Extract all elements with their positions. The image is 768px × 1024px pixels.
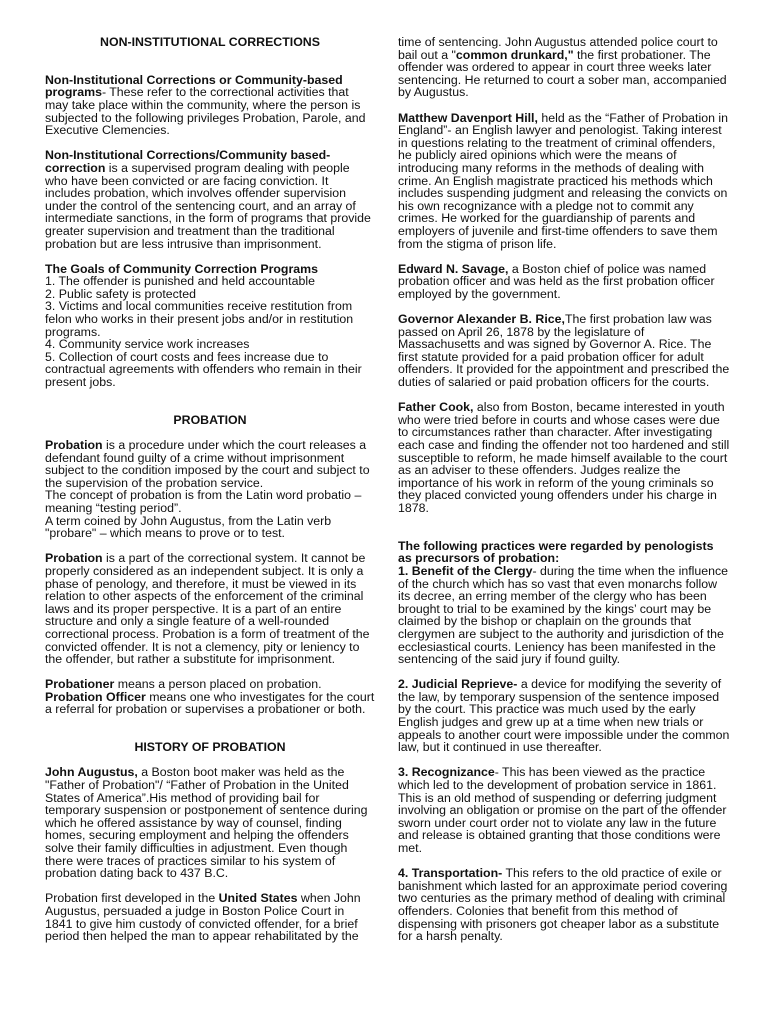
goal-item-2: 2. Public safety is protected [45, 286, 196, 301]
text-continuation-a: time of sentencing. John Augustus attended police court to bail out a " [398, 35, 718, 62]
paragraph-john-augustus [45, 766, 375, 879]
goals-title: The Goals of Community Correction Programs [45, 261, 318, 276]
paragraph-probatio-origin: The concept of probation is from the Latin word probatio – meaning “testing period”. [45, 488, 362, 515]
paragraph-first-probation [45, 892, 375, 942]
paragraph-governor-rice [398, 313, 730, 389]
term-benefit-of-clergy: 1. Benefit of the Clergy [398, 563, 533, 578]
name-john-augustus: John Augustus, [45, 765, 138, 780]
text-probation-system: is a part of the correctional system. It cannot be properly considered as an independent subject. It is only a phase of penology, and therefore, it must be viewed in its relation to other aspects of the enforcement of the criminal laws and its proper perspective. It is a part of an entire structure and only a single feature of a well-rounded correctional process. Probation is a form of treatment of the convicted offender. It is not a clemency, pity or leniency to the offender, but rather a substitute for imprisonment. [45, 551, 370, 667]
text-benefit-of-clergy: - during the time when the influence of the church which has so vast that even monarchs follow its decree, an erring member of the clergy who has been brought to trial to be examined by the kings’ court may be claimed by the bishop or chaplain on the grounds that clergymen are subject to the authority and jurisdiction of the ecclesiastical courts. Leniency has been manifested in the sentencing of the said jury if found guilty. [398, 563, 728, 667]
text-matthew-hill: held as the “Father of Probation in England”- an English lawyer and penologist. Taking interest in questions relating to the treatment of criminal offenders, he publicly aired opinions which were the means of introducing many reforms in the methods of dealing with crime. An English magistrate practiced his methods which includes suspending judgment and releasing the convicts on his own recognizance with a pledge not to commit any crimes. He worked for the guardianship of parents and employers of juvenile and first-time offenders to save them from the stigma of prison life. [398, 110, 728, 251]
definition-probation: is a procedure under which the court releases a defendant found guilty of a crime without imprisonment subject to the condition imposed by the court and subject to the supervision of the probation service. [45, 438, 370, 490]
goal-item-4: 4. Community service work increases [45, 337, 250, 352]
practices-title: The following practices were regarded by penologists as precursors of probation: [398, 538, 714, 566]
term-probation-2: Probation [45, 551, 103, 566]
name-father-cook: Father Cook, [398, 400, 474, 415]
paragraph-continuation [398, 36, 730, 99]
definition-probationer: means a person placed on probation. [114, 677, 322, 692]
definition-community-programs: - These refer to the correctional activities that may take place within the community, where the person is subjected to the following privileges Probation, Parole, and Executive Clemencies. [45, 85, 366, 138]
goal-item-3: 3. Victims and local communities receive restitution from felon who works in their present jobs and/or in restitution programs. [45, 299, 354, 339]
text-transportation: This refers to the old practice of exile or banishment which lasted for an approximate period covering two centuries as the primary method of dealing with criminal offenders. Colonies that benefit from this method of dispensing with prisoners got cheaper labor as a substitute for a harsh penalty. [398, 866, 728, 944]
paragraph-edward-savage [398, 263, 730, 301]
history-heading: HISTORY OF PROBATION [134, 740, 286, 755]
paragraph-probation-officer [45, 691, 375, 716]
practice-judicial-reprieve [398, 678, 730, 754]
main-title: NON-INSTITUTIONAL CORRECTIONS [100, 35, 320, 49]
paragraph-probare-origin: A term coined by John Augustus, from the Latin verb "probare" – which means to prove or to test. [45, 513, 332, 541]
term-judicial-reprieve: 2. Judicial Reprieve- [398, 677, 518, 692]
text-judicial-reprieve: a device for modifying the severity of the law, by temporary suspension of the sentence imposed by the court. This practice was much used by the early English judges and grew up at a time when new trials or appeals to another court were impossible under the common law, but it continued in use thereafter. [398, 677, 730, 755]
text-edward-savage: a Boston chief of police was named probation officer and was held as the first probation officer employed by the government. [398, 261, 715, 301]
text-recognizance: - This has been viewed as the practice which led to the development of probation service in 1861. This is an old method of suspending or deferring judgment involving an obligation or promise on the part of the offender sworn under court order not to violate any law in the future and release is obtained granting that those conditions were met. [398, 765, 727, 855]
definition-probation-officer: means one who investigates for the court a referral for probation or supervises a probationer or both. [45, 689, 375, 717]
goal-item-1: 1. The offender is punished and held accountable [45, 274, 315, 289]
practice-benefit-of-clergy [398, 565, 730, 666]
term-probation: Probation [45, 438, 103, 452]
term-community-programs: Non-Institutional Corrections or Community-based programs [45, 72, 343, 100]
right-column [398, 36, 730, 943]
paragraph-father-cook [398, 401, 730, 514]
term-transportation: 4. Transportation- [398, 866, 503, 881]
paragraph-probation-definition [45, 439, 375, 489]
name-edward-savage: Edward N. Savage, [398, 261, 509, 276]
text-father-cook: also from Boston, became interested in youth who were tried before in courts and whose cases were due to circumstances rather than character. After investigating each case and finding the offender not too hardened and still susceptible to reform, he made himself available to the court as an adviser to these offenders. Judges realize the importance of his work in reform of the young criminals so they placed convicted young offenders under his charge in 1878. [398, 400, 730, 515]
text-continuation-b: the first probationer. The offender was ordered to appear in court three weeks later sentencing. He returned to court a sober man, accompanied by Augustus. [398, 47, 727, 100]
definition-community-correction: is a supervised program dealing with people who have been convicted or are facing conviction. It includes probation, which involves offender supervision under the control of the sentencing court, and an array of intermediate sanctions, in the form of programs that provide greater supervision and treatment than the traditional probation but are less intrusive than imprisonment. [45, 160, 371, 251]
text-john-augustus: a Boston boot maker was held as the "Father of Probation"/ “Father of Probation in the United States of America”.His method of providing bail for temporary suspension or postponement of sentence during which he offered assistance by way of counsel, finding homes, securing employment and helping the offenders solve their family difficulties in adjustment. Even though there were traces of practices similar to his system of probation dating back to 437 B.C. [45, 765, 368, 881]
text-governor-rice: The first probation law was passed on April 26, 1878 by the legislature of Massachusetts and was signed by Governor A. Rice. The first statute provided for a paid probation officer for adult offenders. It provided for the appointment and prescribed the duties of salaried or paid probation officers for the courts. [398, 312, 730, 390]
term-community-correction: Non-Institutional Corrections/Community based-correction [45, 148, 331, 175]
probation-heading: PROBATION [173, 412, 247, 427]
text-first-probation-b: when John Augustus, persuaded a judge in Boston Police Court in 1841 to give him custody of convicted offender, for a brief period then helped the man to appear rehabilitated by the [45, 891, 361, 944]
practice-recognizance [398, 766, 730, 854]
paragraph-matthew-hill [398, 112, 730, 251]
paragraph-probation-system [45, 552, 375, 665]
name-governor-rice: Governor Alexander B. Rice, [398, 312, 565, 327]
practice-transportation [398, 867, 730, 943]
left-column [45, 36, 375, 943]
goal-item-5: 5. Collection of court costs and fees increase due to contractual agreements with offenders who remain in their present jobs. [45, 349, 362, 390]
term-probationer: Probationer [45, 677, 115, 692]
term-recognizance: 3. Recognizance [398, 765, 495, 780]
paragraph-community-correction [45, 149, 375, 250]
text-first-probation-a: Probation first developed in the [45, 891, 219, 906]
term-common-drunkard: common drunkard," [455, 47, 574, 62]
term-probation-officer: Probation Officer [45, 689, 146, 704]
term-united-states: United States [218, 891, 298, 906]
name-matthew-hill: Matthew Davenport Hill, [398, 110, 538, 125]
paragraph-community-programs [45, 74, 375, 137]
